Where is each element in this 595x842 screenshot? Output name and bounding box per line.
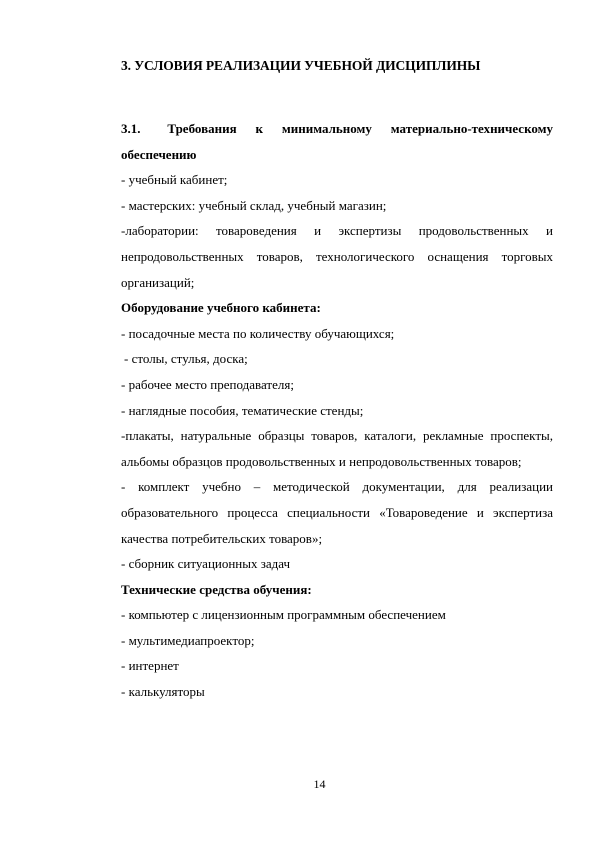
page-content <box>121 56 553 705</box>
list-item: - рабочее место преподавателя; <box>121 376 294 392</box>
section-heading-text: Требования к минимальному материально-техническому обеспечению <box>121 121 554 162</box>
list-item: - наглядные пособия, тематические стенды; <box>121 402 364 418</box>
section-number: 3.1. <box>121 121 141 136</box>
list-item: - сборник ситуационных задач <box>121 556 291 572</box>
equipment-heading: Оборудование учебного кабинета: <box>121 300 321 316</box>
list-item: - компьютер с лицензионным программным обеспечением <box>121 607 446 623</box>
list-item: -лаборатории: товароведения и экспертизы продовольственных и непродовольственных товаров, технологического оснащения торговых организаций; <box>121 223 553 290</box>
list-item: - посадочные места по количеству обучающихся; <box>121 325 395 341</box>
page-number: 14 <box>313 777 326 791</box>
list-item: - мультимедиапроектор; <box>121 632 255 648</box>
tech-heading: Технические средства обучения: <box>121 581 312 597</box>
list-item: - столы, стулья, доска; <box>124 351 248 367</box>
chapter-title: 3. УСЛОВИЯ РЕАЛИЗАЦИИ УЧЕБНОЙ ДИСЦИПЛИНЫ <box>121 58 481 73</box>
list-item: - мастерских: учебный склад, учебный магазин; <box>121 197 387 213</box>
list-item: - калькуляторы <box>121 684 205 700</box>
list-item: -плакаты, натуральные образцы товаров, каталоги, рекламные проспекты, альбомы образцов продовольственных и непродовольственных товаров; <box>121 428 553 469</box>
list-item: - учебный кабинет; <box>121 172 228 188</box>
list-item: - комплект учебно – методической документации, для реализации образовательного процесса специальности «Товароведение и экспертиза качества потребительских товаров»; <box>121 479 553 546</box>
list-item: - интернет <box>121 658 179 674</box>
section-heading <box>121 116 553 167</box>
